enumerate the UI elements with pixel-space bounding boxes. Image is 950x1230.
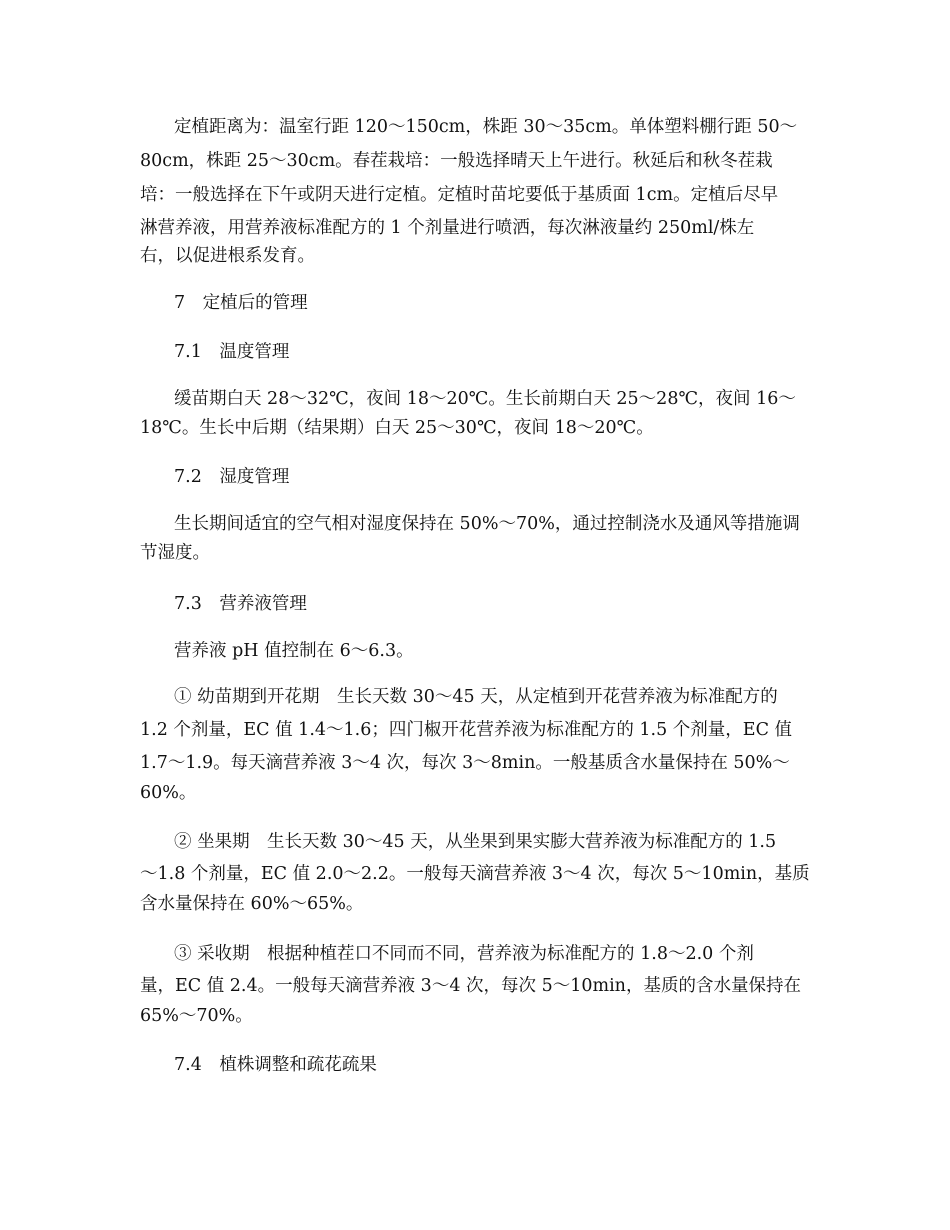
paragraph-line: 定植距离为：温室行距 120～150cm，株距 30～35cm。单体塑料棚行距 50～	[174, 117, 798, 137]
list-item-line: ② 坐果期 生长天数 30～45 天，从坐果到果实膨大营养液为标准配方的 1.5	[174, 832, 777, 852]
section-heading: 7 定植后的管理	[174, 293, 308, 313]
paragraph-line: 生长期间适宜的空气相对湿度保持在 50%～70%，通过控制浇水及通风等措施调	[174, 514, 800, 534]
subsection-heading: 7.1 温度管理	[174, 342, 290, 362]
list-item-line: 1.2 个剂量，EC 值 1.4～1.6；四门椒开花营养液为标准配方的 1.5 个剂量，EC 值	[140, 720, 793, 740]
list-item-line: ③ 采收期 根据种植茬口不同而不同，营养液为标准配方的 1.8～2.0 个剂	[174, 944, 754, 964]
subsection-heading: 7.3 营养液管理	[174, 594, 307, 614]
paragraph-line: 淋营养液，用营养液标准配方的 1 个剂量进行喷洒，每次淋液量约 250ml/株左	[140, 218, 755, 238]
paragraph-line: 节湿度。	[140, 543, 210, 563]
list-item-line: 60%。	[140, 783, 197, 803]
list-item-line: 量，EC 值 2.4。一般每天滴营养液 3～4 次，每次 5～10min，基质的含水量保持在	[140, 976, 801, 996]
subsection-heading: 7.2 湿度管理	[174, 467, 290, 487]
paragraph-line: 右，以促进根系发育。	[140, 246, 315, 266]
paragraph-line: 缓苗期白天 28～32℃，夜间 18～20℃。生长前期白天 25～28℃，夜间 16～	[174, 389, 796, 409]
paragraph-line: 培：一般选择在下午或阴天进行定植。定植时苗坨要低于基质面 1cm。定植后尽早	[140, 185, 779, 205]
paragraph-line: 18℃。生长中后期（结果期）白天 25～30℃，夜间 18～20℃。	[140, 418, 654, 438]
list-item-line: ～1.8 个剂量，EC 值 2.0～2.2。一般每天滴营养液 3～4 次，每次 5～10min，基质	[140, 864, 810, 884]
subsection-heading: 7.4 植株调整和疏花疏果	[174, 1055, 377, 1075]
list-item-line: 含水量保持在 60%～65%。	[140, 894, 364, 914]
list-item-line: ① 幼苗期到开花期 生长天数 30～45 天，从定植到开花营养液为标准配方的	[174, 687, 778, 707]
list-item-line: 65%～70%。	[140, 1006, 253, 1026]
paragraph-line: 80cm，株距 25～30cm。春茬栽培：一般选择晴天上午进行。秋延后和秋冬茬栽	[140, 151, 773, 171]
paragraph-line: 营养液 pH 值控制在 6～6.3。	[174, 641, 414, 661]
list-item-line: 1.7～1.9。每天滴营养液 3～4 次，每次 3～8min。一般基质含水量保持在 50%～	[140, 753, 790, 773]
